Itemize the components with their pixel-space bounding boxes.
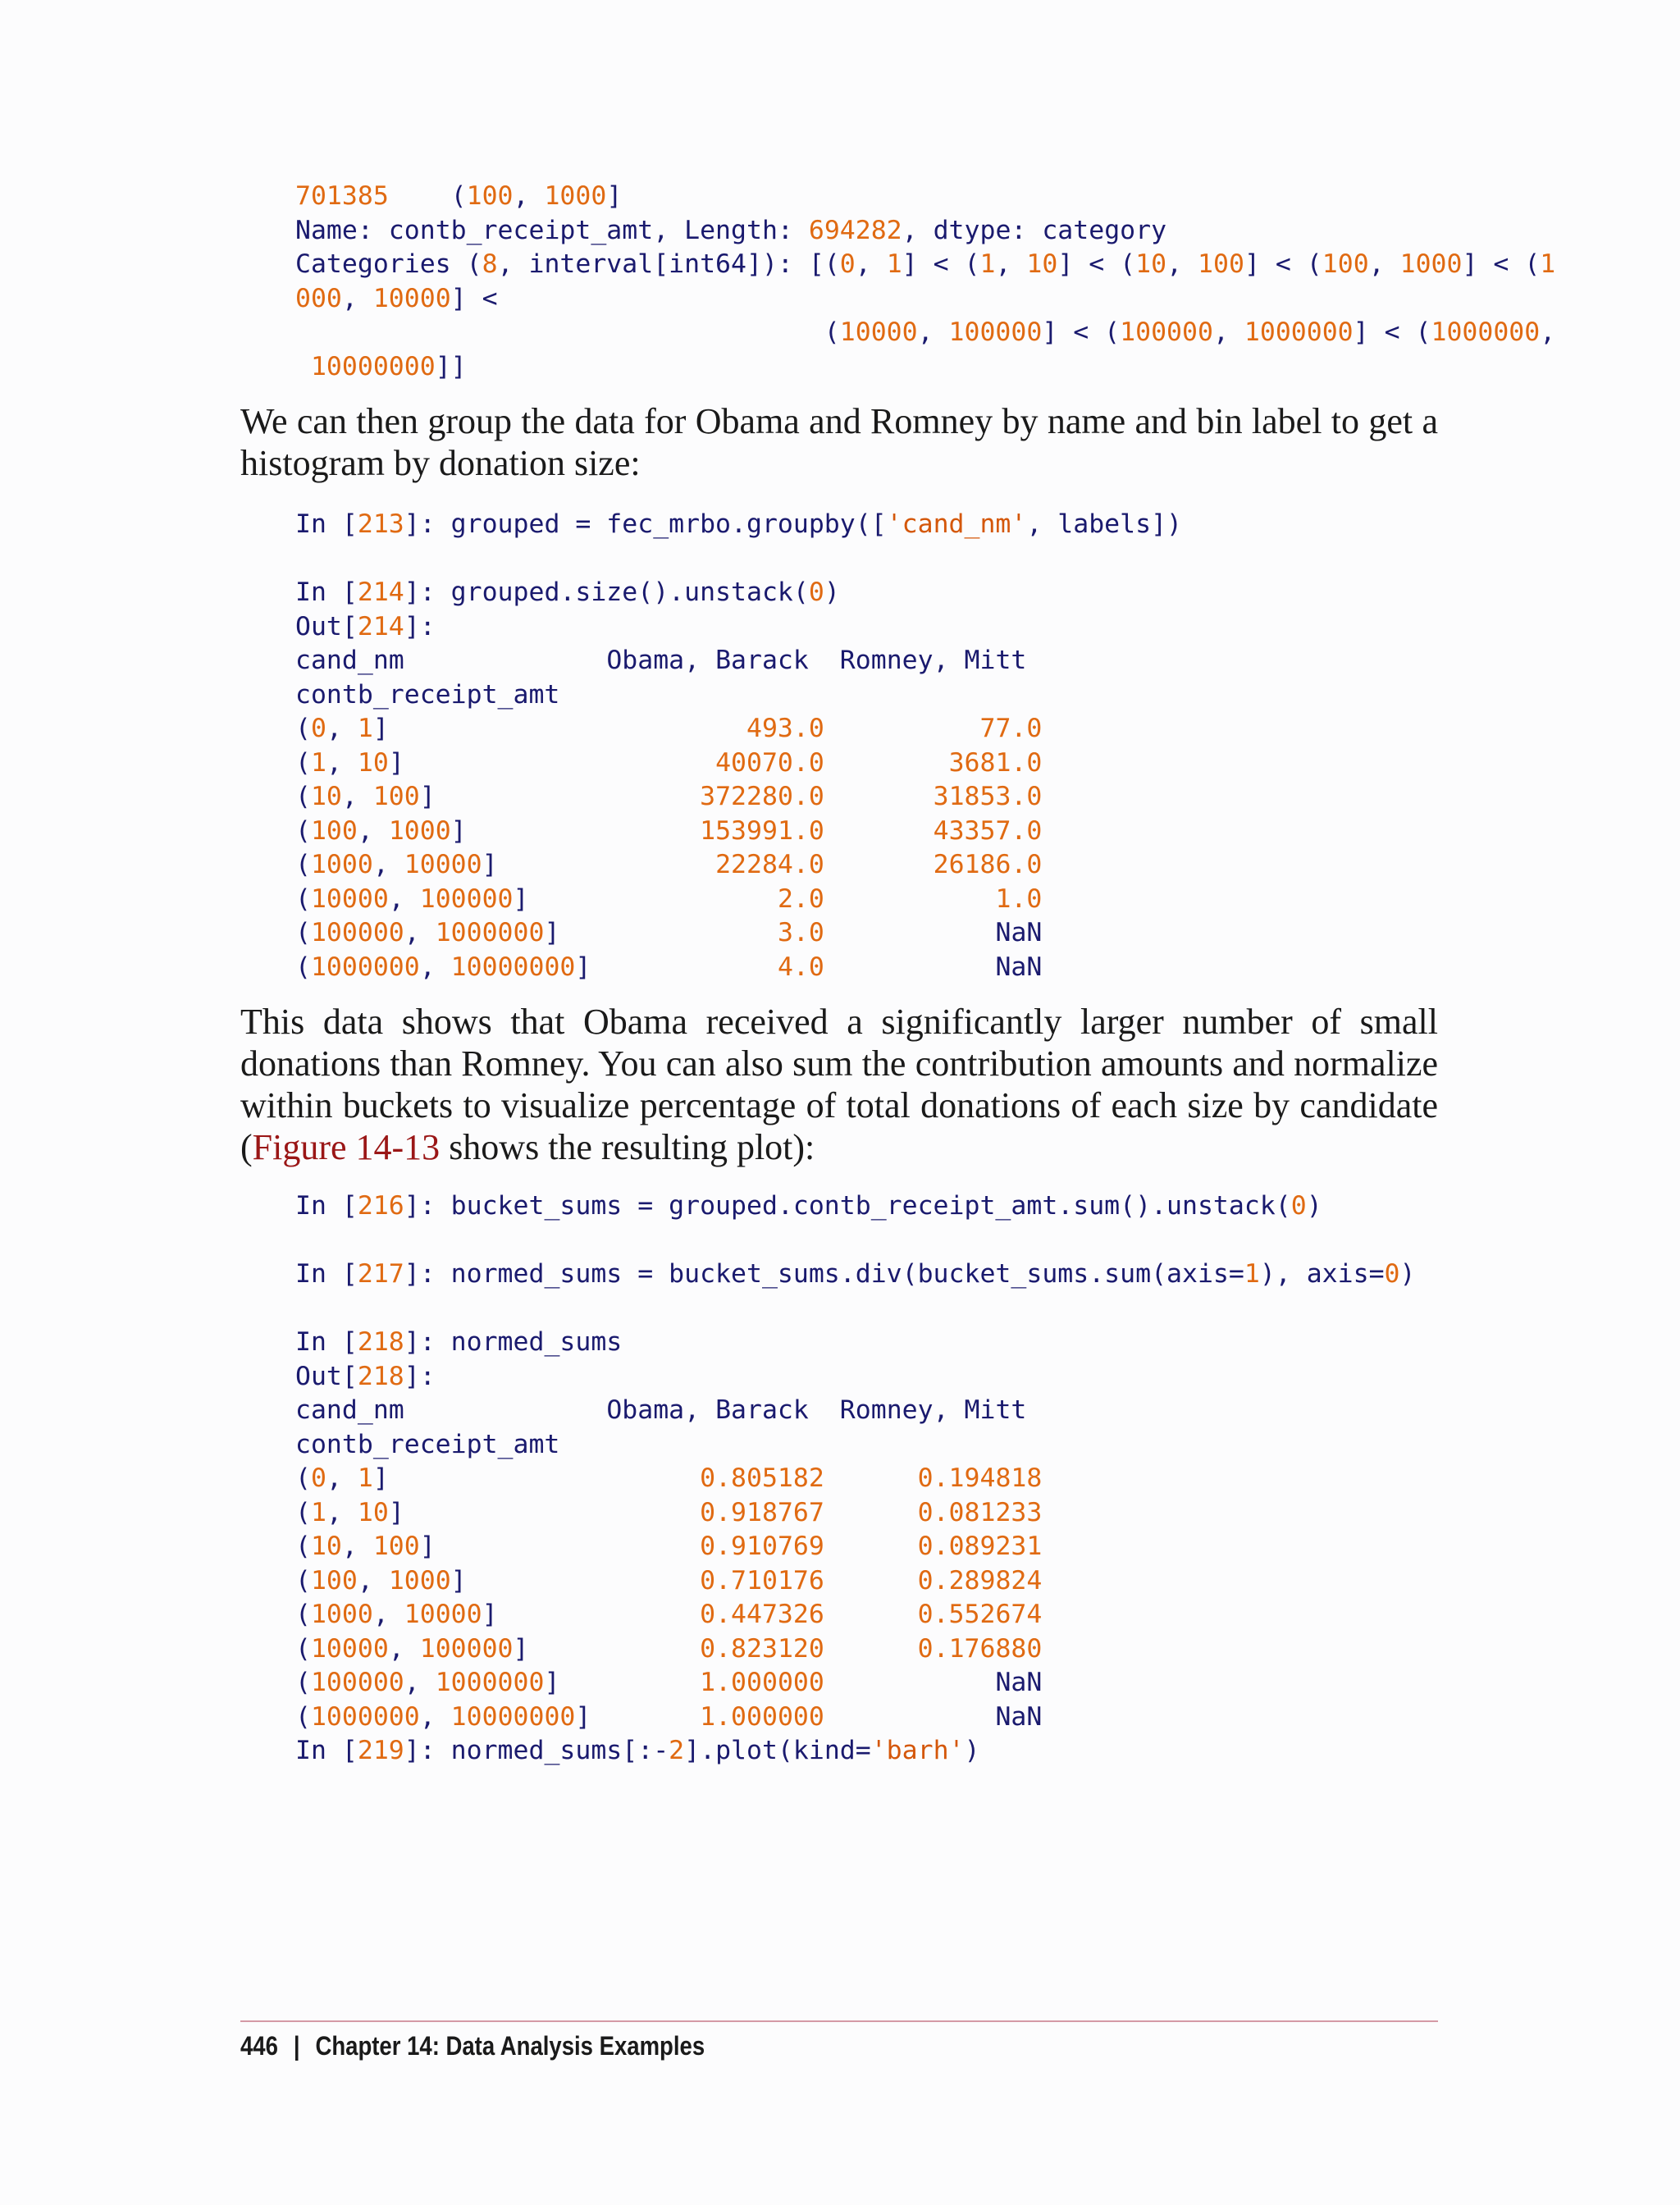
interval-high: 10 bbox=[357, 747, 389, 778]
interval-low: 100 bbox=[310, 1565, 358, 1596]
table-row: (100, 1000] 153991.0 43357.0 bbox=[295, 815, 1043, 846]
code-number: 0 bbox=[808, 578, 824, 607]
interval-high: 1000 bbox=[388, 815, 451, 846]
interval-low: 10000 bbox=[310, 883, 389, 914]
cell-obama: 40070.0 bbox=[715, 747, 824, 778]
code-number: 1000 bbox=[1399, 249, 1463, 279]
interval-high: 1 bbox=[357, 714, 373, 743]
interval-low: 1000 bbox=[310, 850, 373, 879]
code-block-categories: 701385 (100, 1000] Name: contb_receipt_amt, Length: 694282, dtype: category Categories (8, interval[int64]): [(0, 1] < (1, 10] < (10, 100] < (100, 1000] < (1 000, 10000] < (10000, 100000] < (100000, 1000000] < (1000000, 10000000]] bbox=[295, 181, 1556, 381]
table-header-row bbox=[295, 1395, 1026, 1425]
code-text: ]: normed_sums = bucket_sums.div(bucket_sums.sum(axis= bbox=[404, 1259, 1244, 1289]
figure-link[interactable]: Figure 14-13 bbox=[252, 1127, 441, 1167]
footer-rule bbox=[240, 2020, 1438, 2022]
code-text: ]: grouped.size().unstack( bbox=[404, 578, 809, 607]
cell-romney: 3681.0 bbox=[948, 747, 1043, 778]
table-row: (1, 10] 0.918767 0.081233 bbox=[295, 1497, 1043, 1527]
code-number: 8 bbox=[482, 249, 498, 279]
table-row: (1000, 10000] 0.447326 0.552674 bbox=[295, 1600, 1043, 1629]
cell-romney: 0.194818 bbox=[917, 1463, 1043, 1493]
table-row: (10, 100] 372280.0 31853.0 bbox=[295, 782, 1043, 811]
code-number: 0 bbox=[839, 249, 856, 279]
code-number: 218 bbox=[357, 1361, 404, 1391]
cell-obama: 2.0 bbox=[777, 883, 824, 914]
cell-obama: 0.447326 bbox=[700, 1600, 824, 1629]
interval-high: 1000000 bbox=[435, 918, 545, 947]
code-text: ]: normed_sums bbox=[404, 1327, 623, 1357]
code-number: 694282 bbox=[808, 215, 902, 245]
interval-high: 1 bbox=[357, 1463, 373, 1493]
cell-obama: 372280.0 bbox=[700, 782, 824, 811]
code-number: 1 bbox=[1244, 1259, 1260, 1289]
table-body-counts bbox=[295, 714, 1042, 982]
interval-low: 1000000 bbox=[310, 952, 420, 982]
table-row: (100000, 1000000] 1.000000 NaN bbox=[295, 1668, 1043, 1697]
interval-high: 1000000 bbox=[435, 1668, 545, 1697]
code-text: , Length: bbox=[653, 215, 809, 245]
interval-low: 1000 bbox=[310, 1600, 373, 1629]
code-text: , interval[int64]): [( bbox=[497, 249, 840, 279]
interval-high: 10 bbox=[357, 1497, 389, 1527]
interval-low: 10 bbox=[310, 782, 342, 811]
code-number: 10000000 bbox=[310, 351, 436, 381]
code-text: ].plot(kind= bbox=[684, 1736, 871, 1765]
body-paragraph bbox=[240, 1001, 1438, 1168]
code-block-grouped: In [213]: grouped = fec_mrbo.groupby(['cand_nm', labels]) In [214]: grouped.size().unstack(0) Out[214]: cand_nm Obama, Barack Romney, Mitt contb_receipt_amt (0, 1] 493.0 77.0 (1, 10] 40070.0 3681.0 (10, 100] 372280.0 31853.0 (100, 1000] 153991.0 43357.0 (1000, 10000] 22284.0 26186.0 (10000, 100000] 2.0 1.0 (100000, 1000000] 3.0 NaN (1000000, 10000000] 4.0 NaN bbox=[295, 509, 1183, 982]
code-number: 10 bbox=[1026, 249, 1058, 279]
code-string: 'cand_nm' bbox=[886, 509, 1027, 539]
code-number: 214 bbox=[357, 611, 404, 641]
page-footer bbox=[240, 2029, 705, 2062]
table-body-normed bbox=[295, 1463, 1042, 1732]
interval-low: 1 bbox=[310, 747, 326, 778]
cell-obama: 1.000000 bbox=[700, 1701, 824, 1732]
code-number: 1 bbox=[886, 249, 902, 279]
cell-obama: 3.0 bbox=[777, 918, 824, 947]
table-row: (1, 10] 40070.0 3681.0 bbox=[295, 747, 1043, 778]
table-row: (0, 1] 0.805182 0.194818 bbox=[295, 1463, 1043, 1493]
code-number: 1000000 bbox=[1244, 317, 1354, 347]
code-text: , labels]) bbox=[1026, 509, 1183, 539]
chapter-title: Chapter 14: Data Analysis Examples bbox=[315, 2031, 705, 2061]
table-header-index: cand_nm bbox=[295, 646, 404, 675]
cell-romney: 31853.0 bbox=[933, 782, 1043, 811]
table-row: (0, 1] 493.0 77.0 bbox=[295, 714, 1043, 743]
cell-obama: 0.910769 bbox=[700, 1532, 824, 1561]
page-number: 446 bbox=[240, 2031, 278, 2061]
code-text: ]: normed_sums[:- bbox=[404, 1736, 669, 1765]
cell-obama: 0.823120 bbox=[700, 1633, 824, 1664]
code-number: 1000000 bbox=[1431, 317, 1541, 347]
interval-low: 0 bbox=[310, 714, 326, 743]
interval-high: 10000000 bbox=[450, 952, 576, 982]
cell-obama: 1.000000 bbox=[700, 1668, 824, 1697]
footer-separator: | bbox=[293, 2031, 300, 2061]
cell-obama: 0.805182 bbox=[700, 1463, 824, 1493]
cell-romney: NaN bbox=[995, 952, 1043, 982]
code-number: 217 bbox=[357, 1259, 404, 1289]
table-row: (1000, 10000] 22284.0 26186.0 bbox=[295, 850, 1043, 879]
table-row: (1000000, 10000000] 4.0 NaN bbox=[295, 952, 1043, 982]
table-header-row bbox=[295, 646, 1026, 675]
cell-romney: NaN bbox=[995, 1668, 1043, 1697]
table-header-romney: Romney, Mitt bbox=[839, 1395, 1027, 1425]
interval-low: 1 bbox=[310, 1497, 326, 1527]
code-number: 0 bbox=[1384, 1259, 1400, 1289]
code-number: 10000 bbox=[839, 317, 918, 347]
table-header-romney: Romney, Mitt bbox=[839, 646, 1027, 675]
interval-low: 0 bbox=[310, 1463, 326, 1493]
code-text: Name: bbox=[295, 215, 389, 245]
code-number: 218 bbox=[357, 1327, 404, 1357]
code-number: 100 bbox=[466, 181, 514, 211]
cell-romney: 0.289824 bbox=[917, 1565, 1043, 1596]
cell-obama: 22284.0 bbox=[715, 850, 824, 879]
code-string: 'barh' bbox=[870, 1736, 965, 1765]
table-header-index: cand_nm bbox=[295, 1395, 404, 1425]
table-row: (100, 1000] 0.710176 0.289824 bbox=[295, 1565, 1043, 1596]
code-text: ) bbox=[824, 578, 840, 607]
cell-obama: 153991.0 bbox=[700, 815, 824, 846]
table-row: (100000, 1000000] 3.0 NaN bbox=[295, 918, 1043, 947]
code-number: 100000 bbox=[1120, 317, 1213, 347]
code-number: 10 bbox=[1135, 249, 1167, 279]
code-text: contb_receipt_amt bbox=[388, 215, 654, 245]
cell-romney: 0.081233 bbox=[917, 1497, 1043, 1527]
interval-low: 100000 bbox=[310, 918, 404, 947]
table-header-obama: Obama, Barack bbox=[606, 1395, 809, 1425]
interval-high: 10000 bbox=[404, 850, 482, 879]
interval-high: 100 bbox=[372, 782, 420, 811]
paragraph-text: shows the resulting plot): bbox=[440, 1127, 815, 1167]
cell-obama: 0.710176 bbox=[700, 1565, 824, 1596]
paragraph-text: This data shows that Obama received a significantly larger number of small donations than Romney. You can also sum the contribution amounts and normalize within buckets to visualize percentage of total donations of each size by candidate ( bbox=[240, 1002, 1438, 1167]
interval-high: 100000 bbox=[419, 1633, 514, 1664]
code-text: ]: grouped = fec_mrbo.groupby([ bbox=[404, 509, 887, 539]
code-number: 100 bbox=[1322, 249, 1369, 279]
cell-obama: 4.0 bbox=[777, 952, 824, 982]
code-number: 219 bbox=[357, 1736, 404, 1765]
code-text: ), axis= bbox=[1259, 1259, 1385, 1289]
cell-romney: NaN bbox=[995, 1701, 1043, 1732]
code-number: 2 bbox=[669, 1736, 685, 1765]
code-text: ]: bucket_sums = grouped.contb_receipt_amt.sum().unstack( bbox=[404, 1191, 1291, 1221]
interval-high: 10000 bbox=[404, 1600, 482, 1629]
cell-obama: 493.0 bbox=[746, 714, 824, 743]
table-index-name: contb_receipt_amt bbox=[295, 679, 560, 710]
code-text: , dtype: category bbox=[902, 215, 1167, 245]
table-row: (10, 100] 0.910769 0.089231 bbox=[295, 1532, 1043, 1561]
code-block-normed: In [216]: bucket_sums = grouped.contb_receipt_amt.sum().unstack(0) In [217]: normed_sums = bucket_sums.div(bucket_sums.sum(axis=1), axis=0) In [218]: normed_sums Out[218]: cand_nm Obama, Barack Romney, Mitt contb_receipt_amt (0, 1] 0.805182 0.194818 (1, 10] 0.918767 0.081233 (10, 100] 0.910769 0.089231 (100, 1000] 0.710176 0.289824 (1000, 10000] 0.447326 0.552674 (10000, 100000] 0.823120 0.176880 (100000, 1000000] 1.000000 NaN (1000000, 10000000] 1.000000 NaN In [219]: normed_sums[:-2].plot(kind='barh') bbox=[295, 1191, 1416, 1765]
interval-high: 1000 bbox=[388, 1565, 451, 1596]
code-number: 214 bbox=[357, 578, 404, 607]
code-number: 1 bbox=[979, 249, 996, 279]
cell-romney: NaN bbox=[995, 918, 1043, 947]
cell-romney: 1.0 bbox=[995, 883, 1043, 914]
code-number: 10000 bbox=[372, 283, 451, 313]
interval-low: 100000 bbox=[310, 1668, 404, 1697]
cell-romney: 77.0 bbox=[979, 714, 1043, 743]
code-number: 213 bbox=[357, 509, 404, 539]
code-number: 100 bbox=[1198, 249, 1244, 279]
interval-low: 1000000 bbox=[310, 1701, 420, 1732]
cell-romney: 0.089231 bbox=[917, 1532, 1043, 1561]
code-number: 1 bbox=[1540, 249, 1556, 279]
table-index-name: contb_receipt_amt bbox=[295, 1429, 560, 1459]
code-number: 1000 bbox=[544, 181, 607, 211]
cell-romney: 0.176880 bbox=[917, 1633, 1043, 1664]
interval-high: 100 bbox=[372, 1532, 420, 1561]
cell-romney: 43357.0 bbox=[933, 815, 1043, 846]
table-header-obama: Obama, Barack bbox=[606, 646, 809, 675]
code-number: 0 bbox=[1290, 1191, 1307, 1221]
table-row: (10000, 100000] 2.0 1.0 bbox=[295, 883, 1043, 914]
table-row: (10000, 100000] 0.823120 0.176880 bbox=[295, 1633, 1043, 1664]
table-row: (1000000, 10000000] 1.000000 NaN bbox=[295, 1701, 1043, 1732]
cell-romney: 0.552674 bbox=[917, 1600, 1043, 1629]
interval-low: 10000 bbox=[310, 1633, 389, 1664]
interval-high: 10000000 bbox=[450, 1701, 576, 1732]
code-text: Categories ( bbox=[295, 249, 482, 279]
interval-low: 100 bbox=[310, 815, 358, 846]
cell-obama: 0.918767 bbox=[700, 1497, 824, 1527]
interval-high: 100000 bbox=[419, 883, 514, 914]
code-number: 000 bbox=[295, 283, 342, 313]
cell-romney: 26186.0 bbox=[933, 850, 1043, 879]
code-number: 100000 bbox=[948, 317, 1043, 347]
code-number: 216 bbox=[357, 1191, 404, 1221]
body-paragraph: We can then group the data for Obama and Romney by name and bin label to get a histogram by donation size: bbox=[240, 401, 1438, 483]
code-index: 701385 bbox=[295, 181, 389, 211]
interval-low: 10 bbox=[310, 1532, 342, 1561]
